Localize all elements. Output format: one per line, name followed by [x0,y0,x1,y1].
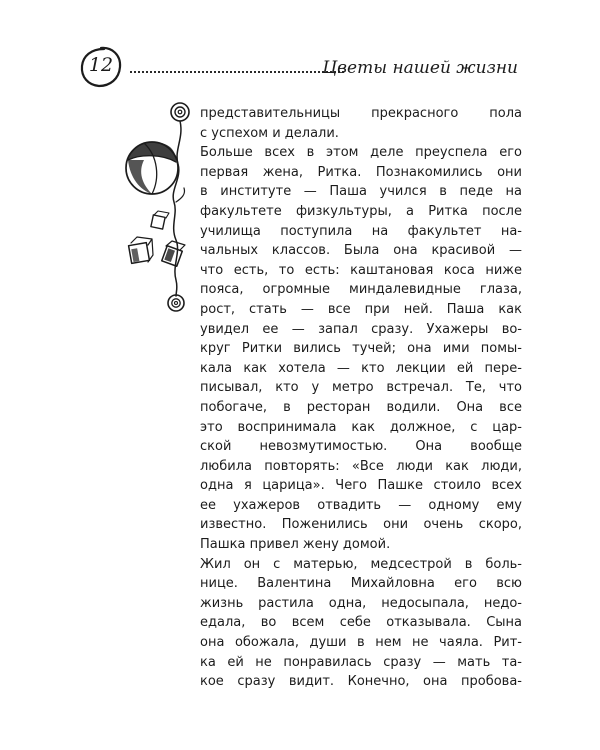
text-line: в институте — Паша учился в педе на [200,184,522,200]
page-number-badge [78,44,124,90]
text-line: Жил он с матерью, медсестрой в боль- [200,556,522,572]
text-line: чальных классов. Была она красивой — [200,243,522,259]
text-line: первая жена, Ритка. Познакомились они [200,164,522,180]
text-line: Больше всех в этом деле преуспела его [200,145,522,161]
text-line: это воспринимала как должное, с цар- [200,419,522,435]
running-title: Цветы нашей жизни [322,58,518,78]
text-line: рост, стать — все при ней. Паша как [200,301,522,317]
text-line: любила повторять: «Все люди как люди, [200,458,522,474]
text-line: ка ей не понравилась сразу — мать та- [200,654,522,670]
body-text [200,104,522,692]
text-line: писывал, кто у метро встречал. Те, что [200,380,522,396]
dotted-leader [130,71,344,73]
text-line: с успехом и делали. [200,125,339,141]
text-line: жизнь растила одна, недосыпала, недо- [200,595,522,611]
text-line: кала как хотела — кто лекции ей пере- [200,360,522,376]
text-line: побогаче, в ресторан водили. Она все [200,399,522,415]
text-line: увидел ее — запал сразу. Ухажеры во- [200,321,522,337]
text-line: ее ухажеров отвадить — одному ему [200,497,522,513]
text-line: пояса, огромные миндалевидные глаза, [200,282,522,298]
text-line: она обожала, души в нем не чаяла. Рит- [200,635,522,651]
text-line: едала, во всем себе отказывала. Сына [200,615,522,631]
text-line: факультете физкультуры, а Ритка после [200,203,522,219]
text-line: одна я царица». Чего Пашке стоило всех [200,478,522,494]
flower-ball-and-cubes-doodle-icon [118,98,202,320]
text-line: училища поступила на факультет на- [200,223,522,239]
text-line: известно. Поженились они очень скоро, [200,517,522,533]
running-header [78,44,518,90]
text-line: представительницы прекрасного пола [200,106,522,121]
text-line: круг Ритки вились тучей; она ими помы- [200,341,522,357]
text-line: кое сразу видит. Конечно, она пробова- [200,674,522,690]
text-line: Пашка привел жену домой. [200,537,391,553]
page-number: 12 [88,54,114,76]
text-line: нице. Валентина Михайловна его всю [200,576,522,592]
text-line: что есть, то есть: каштановая коса ниже [200,262,522,278]
text-line: ской невозмутимостью. Она вообще [200,439,522,455]
